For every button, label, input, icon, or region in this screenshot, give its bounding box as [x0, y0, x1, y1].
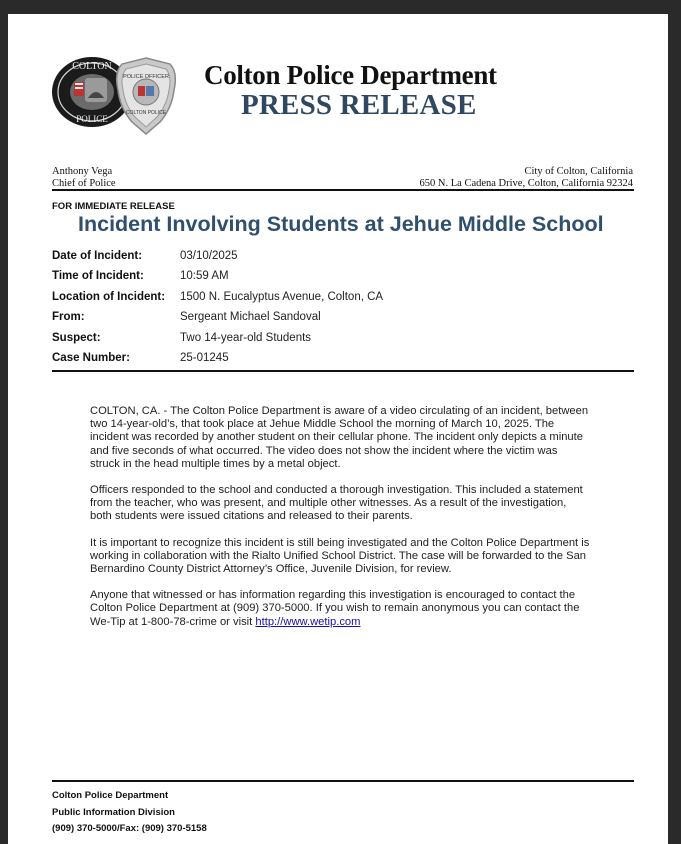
detail-value: Two 14-year-old Students — [180, 331, 312, 344]
press-release-heading: PRESS RELEASE — [241, 89, 477, 121]
svg-text:POLICE OFFICER: POLICE OFFICER — [123, 74, 169, 80]
svg-text:COLTON: COLTON — [72, 61, 112, 72]
detail-label: Case Number: — [52, 351, 130, 364]
detail-value: 10:59 AM — [180, 270, 229, 283]
department-logos — [50, 42, 180, 142]
police-patch-and-badge-icon — [50, 42, 180, 142]
footer-block — [52, 788, 207, 838]
body-paragraph: COLTON, CA. - The Colton Police Department is aware of a video circulating of an incident, between two 14-year-old’s, that took place at Jehue Middle School the morning of March 10, 2025. The incident was recorded by another student on their cellular phone. The incident only depicts a minute and five seconds of what occurred. The video does not show the incident where the victim was struck in the head multiple times by a metal object. — [90, 405, 589, 470]
detail-label: Time of Incident: — [52, 270, 144, 283]
detail-label: From: — [52, 311, 85, 324]
footer-division: Public Information Division — [52, 806, 175, 818]
body-paragraph — [90, 589, 590, 629]
footer-department: Colton Police Department — [52, 790, 169, 801]
body-paragraph: It is important to recognize this incident is still being investigated and the Colton Police Department is working in collaboration with the Rialto Unified School District. The case will be forwarded to the San Bernardino County District Attorney’s Office, Juvenile Division, for review. — [90, 536, 590, 576]
wetip-link[interactable]: http://www.wetip.com — [255, 615, 361, 628]
letterhead-divider — [52, 189, 634, 191]
detail-value: 03/10/2025 — [180, 250, 238, 262]
detail-label: Suspect: — [52, 331, 101, 344]
details-divider — [52, 370, 634, 372]
contact-text: Anyone that witnessed or has information regarding this investigation is encouraged to contact the Colton Police Department at (909) 370-5000. If you wish to remain anonymous you can contact the We-Tip at 1-800-78-crime or visit — [90, 589, 580, 628]
police-badge-icon — [117, 58, 176, 134]
svg-text:POLICE: POLICE — [76, 114, 108, 124]
chief-block — [52, 166, 116, 190]
svg-text:COLTON POLICE: COLTON POLICE — [125, 110, 167, 116]
footer-divider — [52, 780, 634, 782]
release-body — [90, 405, 590, 642]
detail-value: 1500 N. Eucalyptus Avenue, Colton, CA — [180, 290, 384, 303]
department-name: Colton Police Department — [204, 60, 497, 90]
chief-title: Chief of Police — [52, 178, 116, 189]
release-label: FOR IMMEDIATE RELEASE — [52, 201, 175, 212]
chief-name: Anthony Vega — [52, 166, 113, 177]
footer-phone: (909) 370-5000/Fax: (909) 370-5158 — [52, 823, 207, 834]
press-release-page — [8, 14, 668, 844]
street-address: 650 N. La Cadena Drive, Colton, California 92324 — [419, 178, 633, 189]
city-name: City of Colton, California — [524, 166, 633, 177]
detail-value: Sergeant Michael Sandoval — [180, 311, 321, 324]
detail-value: 25-01245 — [180, 351, 229, 364]
incident-title: Incident Involving Students at Jehue Middle School — [78, 212, 604, 236]
address-block — [420, 166, 633, 190]
body-paragraph: Officers responded to the school and conducted a thorough investigation. This included a statement from the teacher, who was present, and multiple other witnesses. As a result of the investigation, both students were issued citations and released to their parents. — [90, 484, 583, 523]
detail-label: Location of Incident: — [52, 290, 166, 303]
detail-label: Date of Incident: — [52, 250, 143, 262]
